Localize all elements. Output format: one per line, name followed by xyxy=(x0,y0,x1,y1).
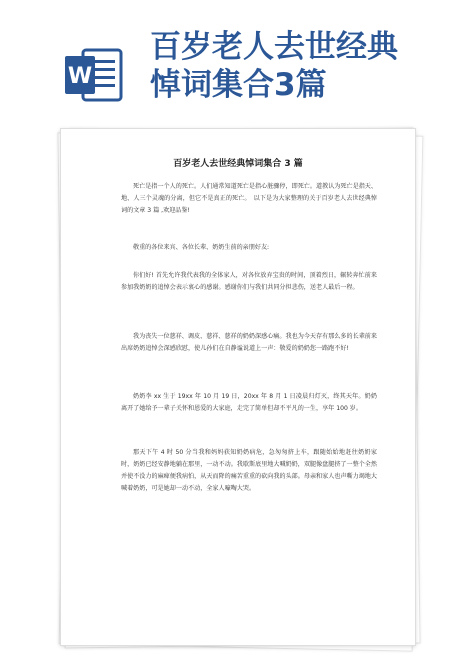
page-title xyxy=(150,28,470,104)
paragraph: 那天下午 4 时 50 分当我和妈妈获知奶奶病危，急匆匆挤上车，跟随始始地赶往奶奶家时，奶奶已经安静地躺在那里，一动不动。我歇斯底里地大喊奶奶，双腿像盘腿挤了一整个全然并使不没力的麻痺便我病怕，从天而降的痛苦重重的砍向我的头部。母亲和家人也声嘶力竭地大喊着奶奶，可是她却一动不动，全家人嚎啕大哭。 xyxy=(121,449,377,492)
paragraph: 敬重的各位来宾、各位长辈、奶奶生前的亲朋好友: xyxy=(133,244,270,251)
document-preview xyxy=(58,128,420,648)
document-page xyxy=(60,128,416,646)
word-icon-letter: W xyxy=(67,64,93,89)
paragraph: 你们好! 首先允许我代表我的全体家人，对各位放弃宝贵的时间，顶着烈日，辗转奔忙前来参加我奶奶的追悼会表示衷心的感谢。感谢你们与我们共同分担悲伤，送老人最后一程。 xyxy=(121,272,377,291)
word-document-icon xyxy=(63,44,125,106)
paragraph: 死亡是指一个人的死亡。人们通常知道死亡是指心脏骤停，即死亡。道教认为死亡是指天、地、人三个灵魂的分离，但它不是真正的死亡。 以下是为大家整理的关于百岁老人去世经典悼词的文章 3 篇 ,欢迎品鉴! xyxy=(121,183,377,214)
title-line-1: 百岁老人去世经典 xyxy=(150,29,398,65)
title-line-2: 悼词集合3篇 xyxy=(150,67,327,103)
paragraph: 奶奶李 xx 生于 19xx 年 10 月 19 日，20xx 年 8 月 1 日凌晨归灯灭，终其天年。奶奶离开了她给予一辈子关怀和恩爱的大家庭，走完了简单但却不平凡的一生，享年 100 岁。 xyxy=(121,393,377,412)
document-title: 百岁老人去世经典悼词集合 3 篇 xyxy=(173,159,303,169)
paragraph: 我为丧失一位慈祥、调皮、慈祥、慈祥的奶奶深感心痛。我也为今天存有那么多的长辈前来出席奶奶追悼会深感欣慰，使儿孙们在自静谧说道上一声：敬爱的奶奶您一路跑不好! xyxy=(121,333,377,352)
banner xyxy=(0,0,474,130)
